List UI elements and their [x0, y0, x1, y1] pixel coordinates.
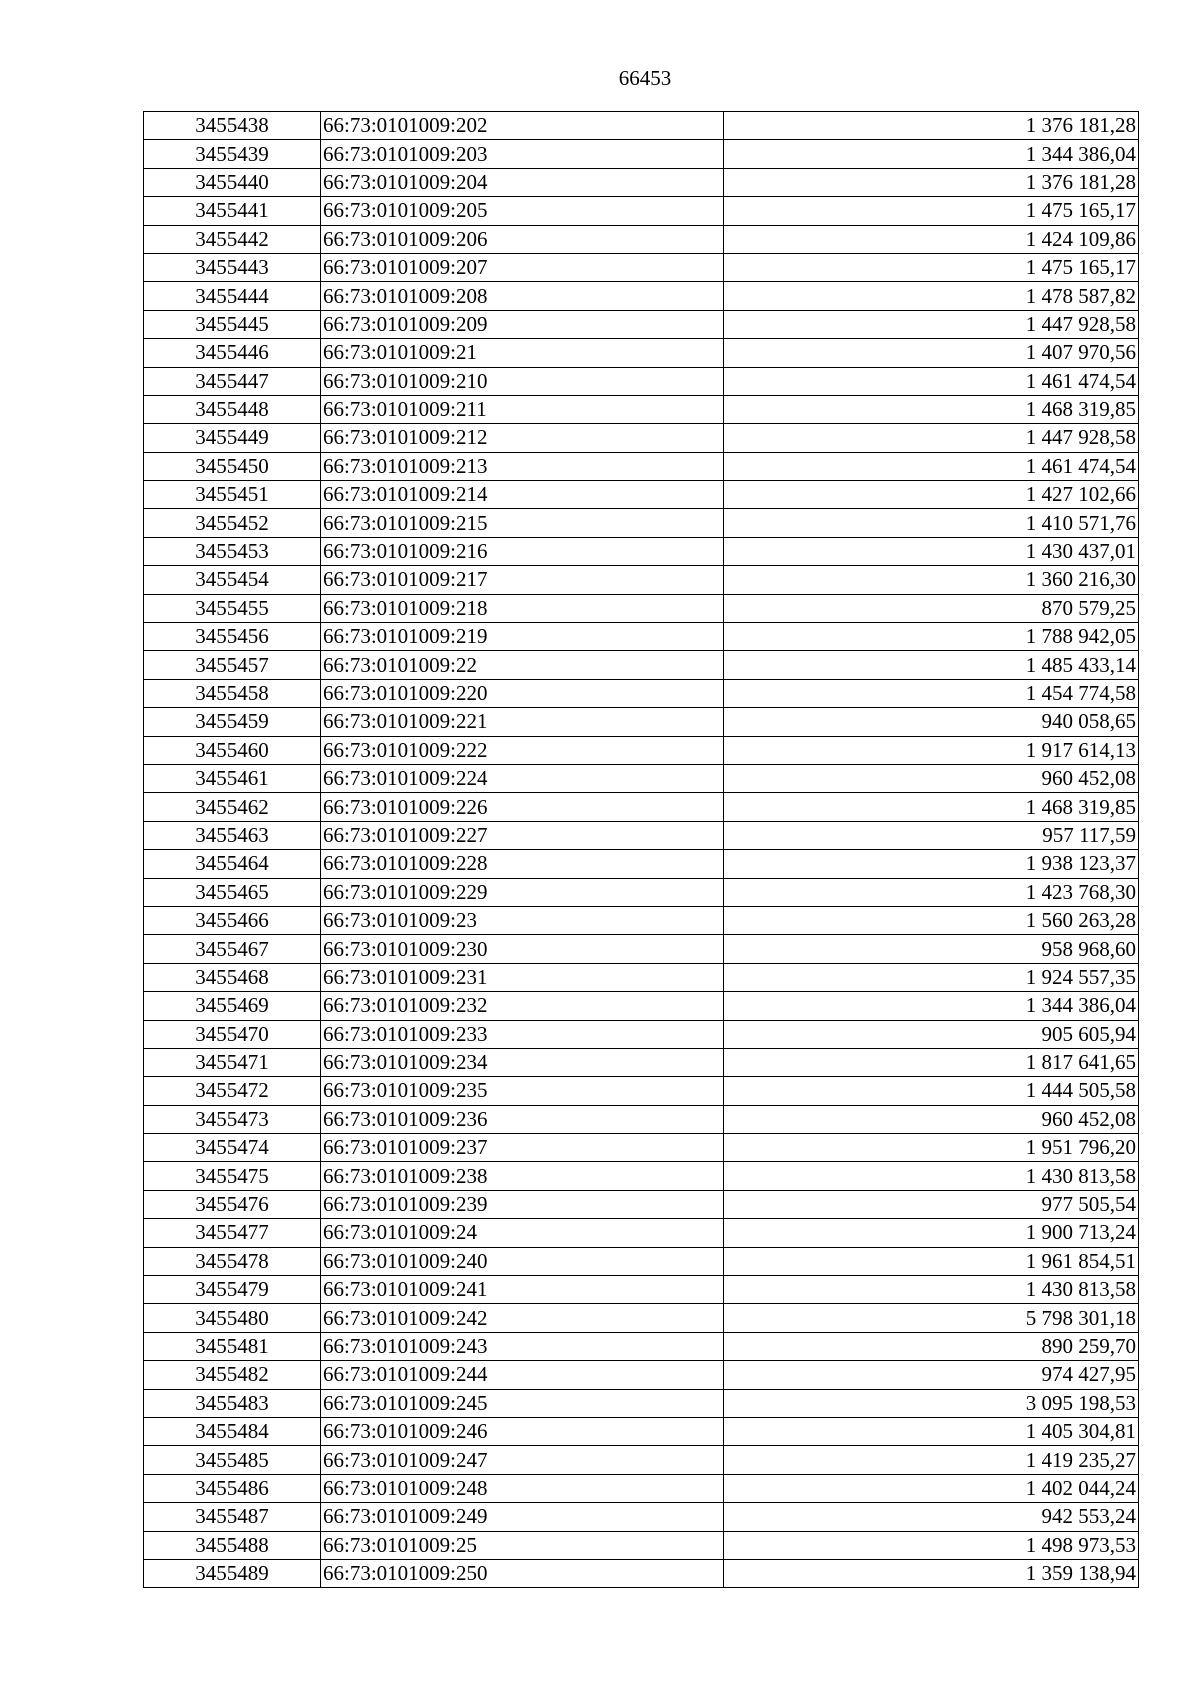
- cadastral-number-cell: 66:73:0101009:206: [321, 225, 724, 253]
- cadastral-number-cell: 66:73:0101009:212: [321, 424, 724, 452]
- cadastral-value-cell: 1 360 216,30: [724, 566, 1139, 594]
- cadastral-number-cell: 66:73:0101009:222: [321, 736, 724, 764]
- cadastral-value-table: [143, 111, 1139, 1588]
- row-id-cell: 3455440: [144, 168, 321, 196]
- table-row: [144, 651, 1139, 679]
- cadastral-number-cell: 66:73:0101009:242: [321, 1304, 724, 1332]
- cadastral-value-cell: 1 475 165,17: [724, 197, 1139, 225]
- row-id-cell: 3455460: [144, 736, 321, 764]
- cadastral-number-cell: 66:73:0101009:215: [321, 509, 724, 537]
- row-id-cell: 3455486: [144, 1474, 321, 1502]
- table-row: [144, 736, 1139, 764]
- cadastral-value-cell: 1 376 181,28: [724, 112, 1139, 140]
- cadastral-number-cell: 66:73:0101009:250: [321, 1559, 724, 1587]
- table-row: [144, 140, 1139, 168]
- table-row: [144, 452, 1139, 480]
- table-row: [144, 1020, 1139, 1048]
- cadastral-number-cell: 66:73:0101009:229: [321, 878, 724, 906]
- row-id-cell: 3455451: [144, 481, 321, 509]
- cadastral-number-cell: 66:73:0101009:244: [321, 1361, 724, 1389]
- cadastral-number-cell: 66:73:0101009:23: [321, 906, 724, 934]
- cadastral-number-cell: 66:73:0101009:208: [321, 282, 724, 310]
- table-row: [144, 679, 1139, 707]
- cadastral-number-cell: 66:73:0101009:232: [321, 992, 724, 1020]
- row-id-cell: 3455482: [144, 1361, 321, 1389]
- cadastral-number-cell: 66:73:0101009:204: [321, 168, 724, 196]
- cadastral-value-cell: 890 259,70: [724, 1332, 1139, 1360]
- cadastral-value-cell: 1 461 474,54: [724, 452, 1139, 480]
- cadastral-value-cell: 1 430 813,58: [724, 1276, 1139, 1304]
- row-id-cell: 3455439: [144, 140, 321, 168]
- table-row: [144, 935, 1139, 963]
- cadastral-number-cell: 66:73:0101009:245: [321, 1389, 724, 1417]
- row-id-cell: 3455468: [144, 963, 321, 991]
- row-id-cell: 3455456: [144, 623, 321, 651]
- table-row: [144, 963, 1139, 991]
- table-row: [144, 1077, 1139, 1105]
- row-id-cell: 3455462: [144, 793, 321, 821]
- cadastral-value-cell: 1 344 386,04: [724, 140, 1139, 168]
- table-row: [144, 253, 1139, 281]
- row-id-cell: 3455469: [144, 992, 321, 1020]
- cadastral-value-cell: 974 427,95: [724, 1361, 1139, 1389]
- cadastral-number-cell: 66:73:0101009:221: [321, 708, 724, 736]
- cadastral-value-cell: 1 447 928,58: [724, 310, 1139, 338]
- cadastral-number-cell: 66:73:0101009:235: [321, 1077, 724, 1105]
- row-id-cell: 3455438: [144, 112, 321, 140]
- table-row: [144, 1247, 1139, 1275]
- cadastral-number-cell: 66:73:0101009:224: [321, 764, 724, 792]
- table-row: [144, 793, 1139, 821]
- cadastral-value-cell: 1 444 505,58: [724, 1077, 1139, 1105]
- row-id-cell: 3455484: [144, 1417, 321, 1445]
- row-id-cell: 3455466: [144, 906, 321, 934]
- row-id-cell: 3455464: [144, 850, 321, 878]
- row-id-cell: 3455474: [144, 1134, 321, 1162]
- row-id-cell: 3455458: [144, 679, 321, 707]
- cadastral-value-cell: 1 424 109,86: [724, 225, 1139, 253]
- table-row: [144, 821, 1139, 849]
- cadastral-number-cell: 66:73:0101009:203: [321, 140, 724, 168]
- cadastral-value-cell: 1 376 181,28: [724, 168, 1139, 196]
- page-number: 66453: [618, 66, 672, 90]
- cadastral-number-cell: 66:73:0101009:25: [321, 1531, 724, 1559]
- row-id-cell: 3455479: [144, 1276, 321, 1304]
- cadastral-number-cell: 66:73:0101009:233: [321, 1020, 724, 1048]
- row-id-cell: 3455478: [144, 1247, 321, 1275]
- cadastral-value-cell: 1 447 928,58: [724, 424, 1139, 452]
- table-row: [144, 1190, 1139, 1218]
- cadastral-value-cell: 1 419 235,27: [724, 1446, 1139, 1474]
- cadastral-value-cell: 905 605,94: [724, 1020, 1139, 1048]
- table-row: [144, 481, 1139, 509]
- cadastral-value-cell: 5 798 301,18: [724, 1304, 1139, 1332]
- cadastral-value-cell: 1 427 102,66: [724, 481, 1139, 509]
- cadastral-value-cell: 1 475 165,17: [724, 253, 1139, 281]
- table-row: [144, 1559, 1139, 1587]
- table-row: [144, 1531, 1139, 1559]
- table-body: [144, 112, 1139, 1588]
- row-id-cell: 3455453: [144, 537, 321, 565]
- cadastral-number-cell: 66:73:0101009:228: [321, 850, 724, 878]
- table-row: [144, 850, 1139, 878]
- row-id-cell: 3455477: [144, 1219, 321, 1247]
- cadastral-value-cell: 957 117,59: [724, 821, 1139, 849]
- table-row: [144, 1361, 1139, 1389]
- table-row: [144, 906, 1139, 934]
- table-row: [144, 708, 1139, 736]
- row-id-cell: 3455461: [144, 764, 321, 792]
- row-id-cell: 3455470: [144, 1020, 321, 1048]
- cadastral-value-cell: 942 553,24: [724, 1503, 1139, 1531]
- table-row: [144, 1417, 1139, 1445]
- cadastral-number-cell: 66:73:0101009:231: [321, 963, 724, 991]
- table-row: [144, 310, 1139, 338]
- row-id-cell: 3455475: [144, 1162, 321, 1190]
- cadastral-number-cell: 66:73:0101009:237: [321, 1134, 724, 1162]
- row-id-cell: 3455463: [144, 821, 321, 849]
- cadastral-value-cell: 1 430 813,58: [724, 1162, 1139, 1190]
- cadastral-number-cell: 66:73:0101009:218: [321, 594, 724, 622]
- row-id-cell: 3455476: [144, 1190, 321, 1218]
- cadastral-number-cell: 66:73:0101009:240: [321, 1247, 724, 1275]
- table-row: [144, 566, 1139, 594]
- table-row: [144, 1332, 1139, 1360]
- cadastral-value-cell: 960 452,08: [724, 1105, 1139, 1133]
- cadastral-number-cell: 66:73:0101009:226: [321, 793, 724, 821]
- cadastral-value-cell: 940 058,65: [724, 708, 1139, 736]
- cadastral-value-cell: 1 430 437,01: [724, 537, 1139, 565]
- cadastral-value-cell: 1 454 774,58: [724, 679, 1139, 707]
- cadastral-value-cell: 1 917 614,13: [724, 736, 1139, 764]
- cadastral-value-cell: 1 405 304,81: [724, 1417, 1139, 1445]
- row-id-cell: 3455448: [144, 395, 321, 423]
- cadastral-value-cell: 3 095 198,53: [724, 1389, 1139, 1417]
- cadastral-number-cell: 66:73:0101009:239: [321, 1190, 724, 1218]
- cadastral-number-cell: 66:73:0101009:219: [321, 623, 724, 651]
- row-id-cell: 3455450: [144, 452, 321, 480]
- table-row: [144, 992, 1139, 1020]
- table-row: [144, 112, 1139, 140]
- cadastral-value-cell: 1 461 474,54: [724, 367, 1139, 395]
- table-row: [144, 1105, 1139, 1133]
- row-id-cell: 3455446: [144, 339, 321, 367]
- table-row: [144, 1474, 1139, 1502]
- cadastral-number-cell: 66:73:0101009:243: [321, 1332, 724, 1360]
- cadastral-number-cell: 66:73:0101009:21: [321, 339, 724, 367]
- row-id-cell: 3455481: [144, 1332, 321, 1360]
- table-row: [144, 225, 1139, 253]
- cadastral-number-cell: 66:73:0101009:249: [321, 1503, 724, 1531]
- table-row: [144, 197, 1139, 225]
- cadastral-value-cell: 960 452,08: [724, 764, 1139, 792]
- cadastral-number-cell: 66:73:0101009:234: [321, 1048, 724, 1076]
- cadastral-number-cell: 66:73:0101009:246: [321, 1417, 724, 1445]
- row-id-cell: 3455447: [144, 367, 321, 395]
- cadastral-value-cell: 1 468 319,85: [724, 793, 1139, 821]
- cadastral-value-cell: 1 900 713,24: [724, 1219, 1139, 1247]
- row-id-cell: 3455473: [144, 1105, 321, 1133]
- row-id-cell: 3455488: [144, 1531, 321, 1559]
- cadastral-value-cell: 1 423 768,30: [724, 878, 1139, 906]
- row-id-cell: 3455467: [144, 935, 321, 963]
- cadastral-number-cell: 66:73:0101009:248: [321, 1474, 724, 1502]
- cadastral-number-cell: 66:73:0101009:22: [321, 651, 724, 679]
- row-id-cell: 3455455: [144, 594, 321, 622]
- cadastral-value-cell: 1 951 796,20: [724, 1134, 1139, 1162]
- row-id-cell: 3455465: [144, 878, 321, 906]
- cadastral-value-cell: 1 344 386,04: [724, 992, 1139, 1020]
- table-row: [144, 424, 1139, 452]
- cadastral-number-cell: 66:73:0101009:230: [321, 935, 724, 963]
- cadastral-value-cell: 977 505,54: [724, 1190, 1139, 1218]
- cadastral-number-cell: 66:73:0101009:241: [321, 1276, 724, 1304]
- table-row: [144, 1446, 1139, 1474]
- table-row: [144, 282, 1139, 310]
- row-id-cell: 3455444: [144, 282, 321, 310]
- cadastral-number-cell: 66:73:0101009:211: [321, 395, 724, 423]
- row-id-cell: 3455443: [144, 253, 321, 281]
- table-row: [144, 168, 1139, 196]
- cadastral-number-cell: 66:73:0101009:207: [321, 253, 724, 281]
- cadastral-value-cell: 1 407 970,56: [724, 339, 1139, 367]
- cadastral-number-cell: 66:73:0101009:209: [321, 310, 724, 338]
- cadastral-number-cell: 66:73:0101009:227: [321, 821, 724, 849]
- row-id-cell: 3455480: [144, 1304, 321, 1332]
- row-id-cell: 3455487: [144, 1503, 321, 1531]
- table-row: [144, 537, 1139, 565]
- cadastral-value-cell: 1 498 973,53: [724, 1531, 1139, 1559]
- cadastral-value-cell: 870 579,25: [724, 594, 1139, 622]
- cadastral-value-cell: 1 924 557,35: [724, 963, 1139, 991]
- cadastral-value-cell: 1 938 123,37: [724, 850, 1139, 878]
- table-row: [144, 339, 1139, 367]
- cadastral-number-cell: 66:73:0101009:236: [321, 1105, 724, 1133]
- cadastral-number-cell: 66:73:0101009:220: [321, 679, 724, 707]
- cadastral-number-cell: 66:73:0101009:24: [321, 1219, 724, 1247]
- table-row: [144, 764, 1139, 792]
- cadastral-value-cell: 1 402 044,24: [724, 1474, 1139, 1502]
- row-id-cell: 3455459: [144, 708, 321, 736]
- cadastral-value-cell: 1 961 854,51: [724, 1247, 1139, 1275]
- row-id-cell: 3455441: [144, 197, 321, 225]
- cadastral-number-cell: 66:73:0101009:238: [321, 1162, 724, 1190]
- table-row: [144, 878, 1139, 906]
- table-row: [144, 1276, 1139, 1304]
- cadastral-value-cell: 1 359 138,94: [724, 1559, 1139, 1587]
- table-row: [144, 623, 1139, 651]
- row-id-cell: 3455472: [144, 1077, 321, 1105]
- table-row: [144, 395, 1139, 423]
- cadastral-number-cell: 66:73:0101009:217: [321, 566, 724, 594]
- table-row: [144, 1304, 1139, 1332]
- row-id-cell: 3455445: [144, 310, 321, 338]
- row-id-cell: 3455471: [144, 1048, 321, 1076]
- cadastral-number-cell: 66:73:0101009:213: [321, 452, 724, 480]
- cadastral-value-cell: 1 788 942,05: [724, 623, 1139, 651]
- cadastral-number-cell: 66:73:0101009:216: [321, 537, 724, 565]
- table-row: [144, 1219, 1139, 1247]
- table-row: [144, 594, 1139, 622]
- table-row: [144, 367, 1139, 395]
- row-id-cell: 3455449: [144, 424, 321, 452]
- cadastral-number-cell: 66:73:0101009:202: [321, 112, 724, 140]
- cadastral-value-cell: 1 485 433,14: [724, 651, 1139, 679]
- table-row: [144, 1134, 1139, 1162]
- row-id-cell: 3455483: [144, 1389, 321, 1417]
- row-id-cell: 3455489: [144, 1559, 321, 1587]
- row-id-cell: 3455485: [144, 1446, 321, 1474]
- cadastral-number-cell: 66:73:0101009:210: [321, 367, 724, 395]
- cadastral-value-cell: 1 560 263,28: [724, 906, 1139, 934]
- row-id-cell: 3455457: [144, 651, 321, 679]
- cadastral-value-cell: 1 478 587,82: [724, 282, 1139, 310]
- table-row: [144, 1503, 1139, 1531]
- cadastral-value-cell: 1 410 571,76: [724, 509, 1139, 537]
- table-row: [144, 1162, 1139, 1190]
- row-id-cell: 3455442: [144, 225, 321, 253]
- cadastral-value-cell: 1 817 641,65: [724, 1048, 1139, 1076]
- table-row: [144, 1389, 1139, 1417]
- cadastral-value-cell: 1 468 319,85: [724, 395, 1139, 423]
- row-id-cell: 3455454: [144, 566, 321, 594]
- table-row: [144, 509, 1139, 537]
- row-id-cell: 3455452: [144, 509, 321, 537]
- cadastral-value-cell: 958 968,60: [724, 935, 1139, 963]
- cadastral-number-cell: 66:73:0101009:205: [321, 197, 724, 225]
- table-row: [144, 1048, 1139, 1076]
- cadastral-number-cell: 66:73:0101009:214: [321, 481, 724, 509]
- cadastral-number-cell: 66:73:0101009:247: [321, 1446, 724, 1474]
